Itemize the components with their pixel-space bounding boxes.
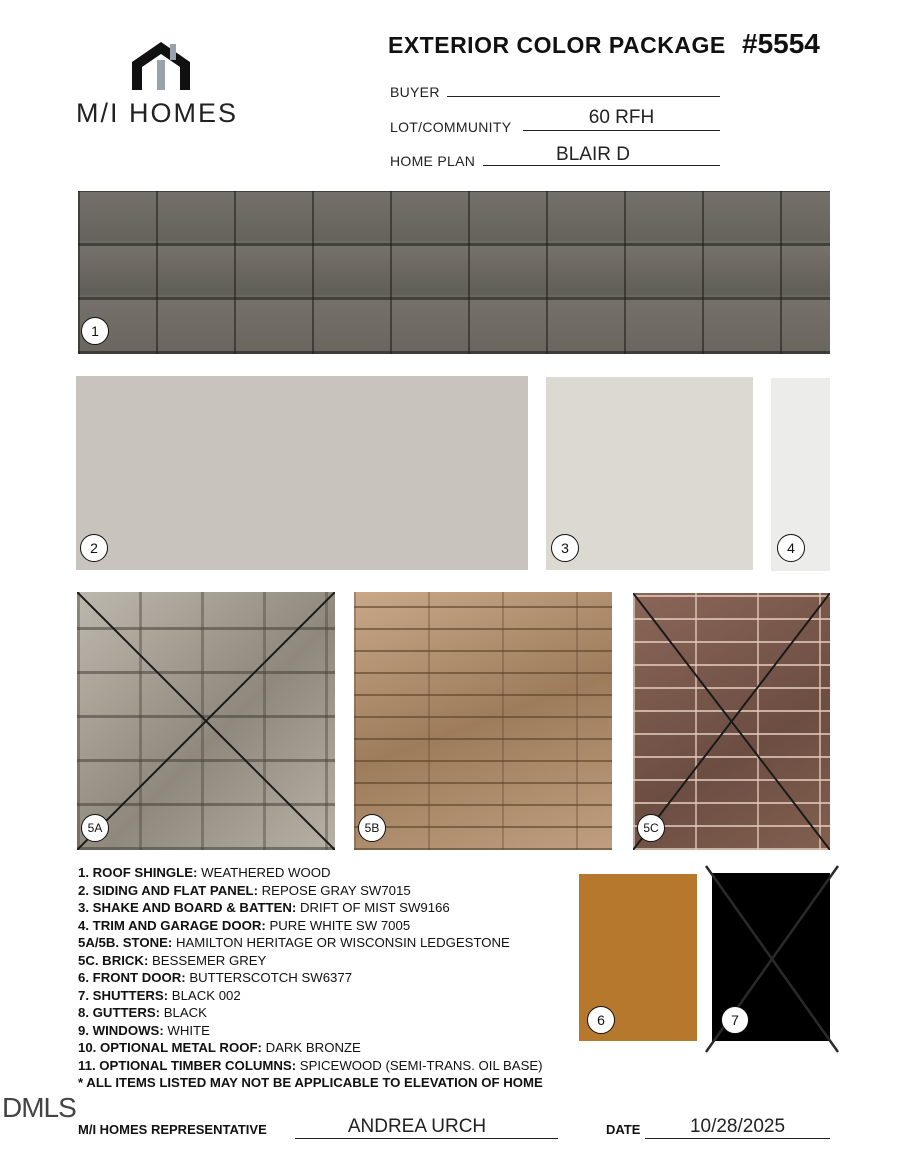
swatch-number-badge: 1: [81, 317, 109, 345]
roof-shingle-swatch: [78, 191, 830, 354]
representative-line: [295, 1138, 558, 1139]
siding-color-swatch: [76, 376, 528, 570]
stone-5b-swatch: [354, 592, 612, 850]
date-label: DATE: [606, 1122, 641, 1137]
legend-item: 3. SHAKE AND BOARD & BATTEN: DRIFT OF MIST SW9166: [78, 900, 450, 915]
crossed-out-icon: [77, 592, 335, 850]
legend-item: 1. ROOF SHINGLE: WEATHERED WOOD: [78, 865, 331, 880]
swatch-number-badge: 5A: [81, 814, 109, 842]
swatch-number-badge: 3: [551, 534, 579, 562]
representative-value: ANDREA URCH: [347, 1116, 487, 1137]
legend-item: 2. SIDING AND FLAT PANEL: REPOSE GRAY SW7015: [78, 882, 411, 898]
buyer-line: [447, 96, 720, 97]
date-value: 10/28/2025: [689, 1116, 786, 1137]
house-logo-icon: [130, 40, 192, 92]
home-plan-value: BLAIR D: [556, 144, 630, 165]
mls-watermark: DMLS: [2, 1092, 76, 1123]
representative-label: M/I HOMES REPRESENTATIVE: [78, 1122, 267, 1137]
color-legend: [78, 864, 578, 1092]
swatch-number-badge: 7: [721, 1006, 749, 1034]
legend-item: 10. OPTIONAL METAL ROOF: DARK BRONZE: [78, 1040, 361, 1055]
legend-item: 8. GUTTERS: BLACK: [78, 1005, 207, 1020]
legend-item: 11. OPTIONAL TIMBER COLUMNS: SPICEWOOD (SEMI-TRANS. OIL BASE): [78, 1057, 543, 1073]
crossed-out-icon: [633, 593, 830, 850]
legend-item: 9. WINDOWS: WHITE: [78, 1022, 210, 1038]
lot-community-line: [523, 130, 720, 131]
buyer-label: BUYER: [390, 84, 440, 100]
legend-item: 4. TRIM AND GARAGE DOOR: PURE WHITE SW 7005: [78, 917, 411, 933]
swatch-number-badge: 2: [80, 534, 108, 562]
lot-community-label: LOT/COMMUNITY: [390, 119, 512, 135]
page-title: EXTERIOR COLOR PACKAGE: [388, 32, 726, 58]
date-line: [645, 1138, 830, 1139]
lot-community-value: 60 RFH: [588, 107, 655, 128]
swatch-number-badge: 5B: [358, 814, 386, 842]
legend-item: 7. SHUTTERS: BLACK 002: [78, 987, 241, 1003]
package-number: #5554: [742, 28, 820, 59]
legend-item: 5A/5B. STONE: HAMILTON HERITAGE OR WISCONSIN LEDGESTONE: [78, 935, 510, 950]
home-plan-label: HOME PLAN: [390, 153, 476, 169]
swatch-number-badge: 6: [587, 1006, 615, 1034]
legend-item: 6. FRONT DOOR: BUTTERSCOTCH SW6377: [78, 970, 353, 985]
legend-item: 5C. BRICK: BESSEMER GREY: [78, 952, 267, 968]
swatch-number-badge: 5C: [637, 814, 665, 842]
swatch-number-badge: 4: [777, 534, 805, 562]
brand-logo-text: M/I HOMES: [76, 98, 239, 128]
legend-note: * ALL ITEMS LISTED MAY NOT BE APPLICABLE TO ELEVATION OF HOME: [78, 1075, 543, 1090]
